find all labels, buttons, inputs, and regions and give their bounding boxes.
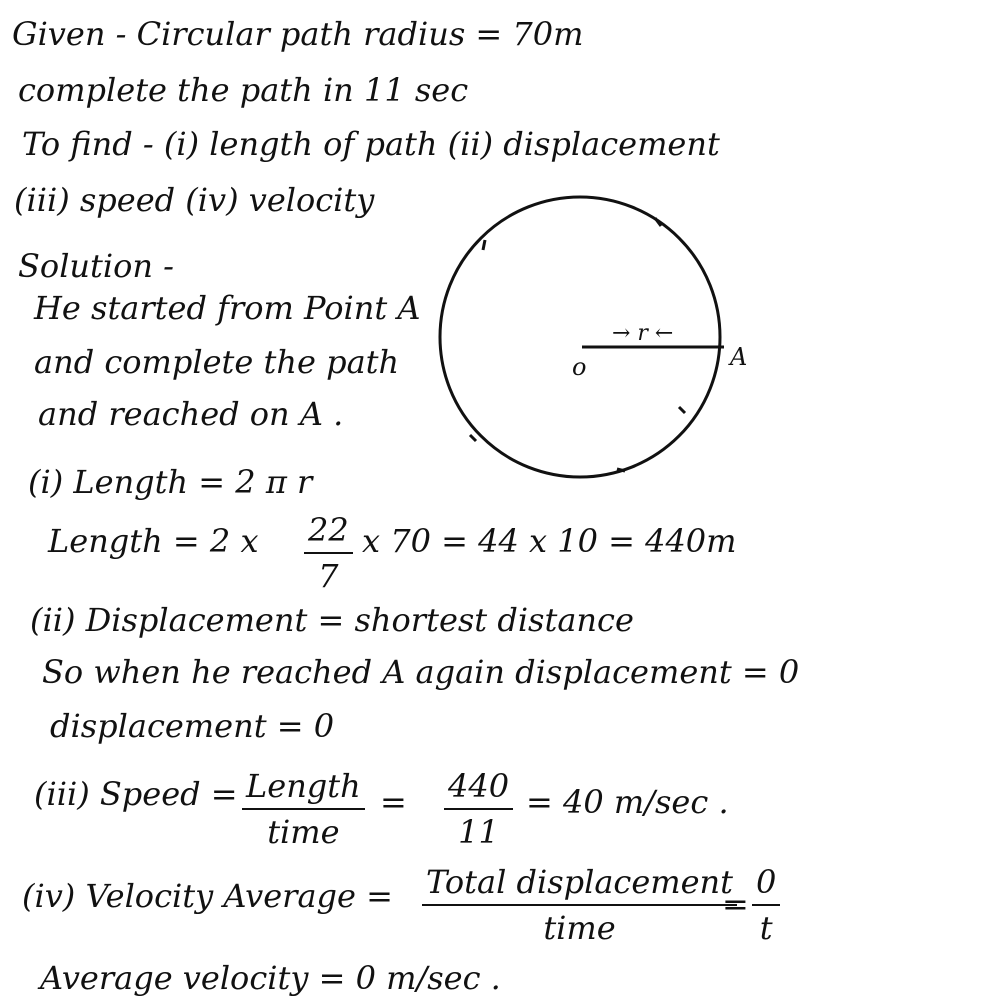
fraction-denominator: time xyxy=(543,909,616,947)
velocity-equals: = xyxy=(722,885,749,923)
fraction-denominator: 11 xyxy=(458,813,499,851)
speed-equals: = xyxy=(380,783,407,821)
length-calc-prefix: Length = 2 x xyxy=(48,522,259,560)
fraction-denominator: time xyxy=(267,813,340,851)
displacement-definition: (ii) Displacement = shortest distance xyxy=(30,601,634,639)
fraction-numerator: 440 xyxy=(448,767,510,805)
arrow-mark xyxy=(483,240,485,250)
solution-line-1: He started from Point A xyxy=(34,289,421,327)
arrow-mark xyxy=(617,469,625,471)
fraction-numerator: Length xyxy=(246,767,361,805)
speed-result: = 40 m/sec . xyxy=(526,783,729,821)
given-line-2: complete the path in 11 sec xyxy=(18,71,469,109)
fraction-length-over-time xyxy=(242,767,365,851)
fraction-440-over-11 xyxy=(444,767,513,851)
fraction-denominator: 7 xyxy=(318,557,339,595)
given-line-3: To find - (i) length of path (ii) displacement xyxy=(22,125,720,163)
solution-line-2: and complete the path xyxy=(34,343,400,381)
fraction-0-over-t xyxy=(752,863,780,947)
center-label: o xyxy=(572,353,587,381)
given-line-4: (iii) speed (iv) velocity xyxy=(14,181,375,219)
solution-line-3: and reached on A . xyxy=(38,395,344,433)
average-velocity-result: Average velocity = 0 m/sec . xyxy=(40,959,501,997)
velocity-prefix: (iv) Velocity Average = xyxy=(22,877,393,915)
circular-path-diagram xyxy=(430,185,750,505)
length-formula: (i) Length = 2 π r xyxy=(28,463,313,501)
displacement-result: displacement = 0 xyxy=(50,707,335,745)
fraction-numerator: 0 xyxy=(756,863,777,901)
given-line-1: Given - Circular path radius = 70m xyxy=(12,15,584,53)
fraction-total-displacement-over-time xyxy=(422,863,737,947)
arrow-mark xyxy=(679,407,685,413)
length-calc-suffix: x 70 = 44 x 10 = 440m xyxy=(362,522,737,560)
displacement-reasoning: So when he reached A again displacement = 0 xyxy=(42,653,800,691)
circular-path xyxy=(440,197,720,477)
fraction-numerator: Total displacement xyxy=(426,863,734,901)
solution-heading: Solution - xyxy=(18,247,174,285)
radius-label: → r ← xyxy=(612,321,674,346)
fraction-22-over-7 xyxy=(304,511,353,595)
fraction-denominator: t xyxy=(759,909,773,947)
speed-prefix: (iii) Speed = xyxy=(34,775,238,813)
point-a-label: A xyxy=(730,343,748,371)
arrow-mark xyxy=(470,435,476,441)
fraction-numerator: 22 xyxy=(308,511,349,549)
